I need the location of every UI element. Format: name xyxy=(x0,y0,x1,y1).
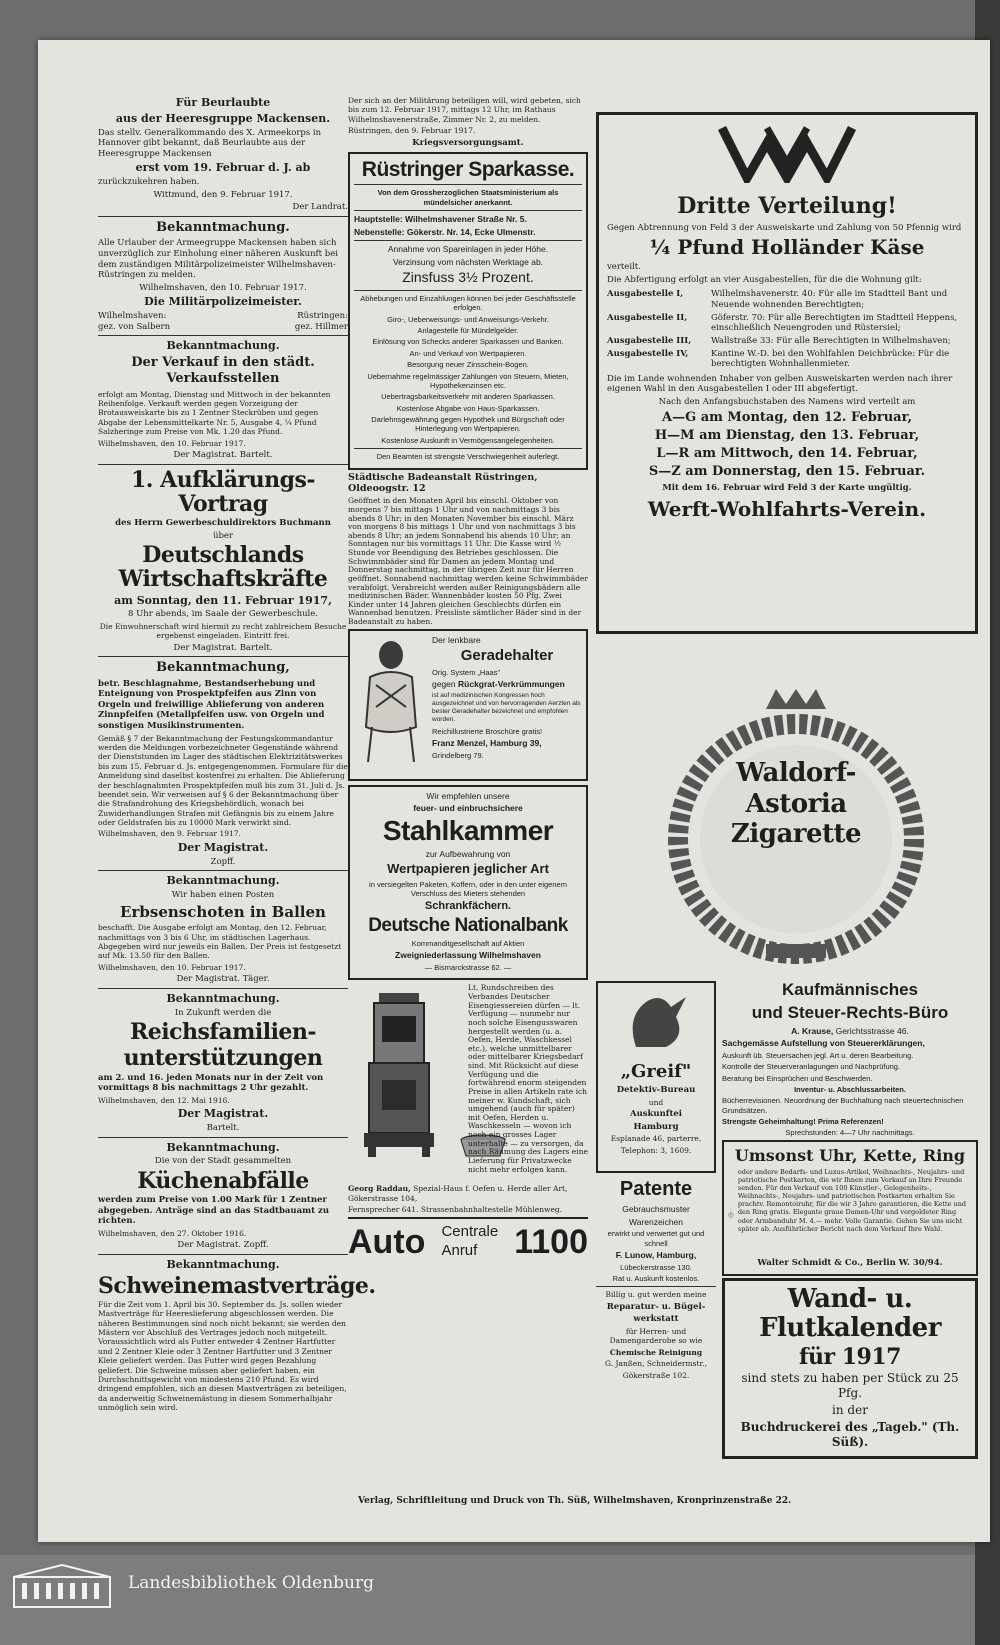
notice-title: aus der Heeresgruppe Mackensen. xyxy=(115,111,331,125)
bank-branch-address: Gökerstr. Nr. 14, Ecke Ulmenstr. xyxy=(406,226,536,237)
watch-text: oder andere Bedarfs- und Luxus-Artikel, Weihnachts-, Neujahrs- und patriotische Postkarten, die wir Ihnen zum Verkauf an Ihre Freunde senden. Für den Verkauf von 100 Künstler-, Gelegenheits-, Weihnachts-, Neujahrs- und patriotischen Postkarten erhalten Sie prachtv. Remontoiruhr, für die wir 3 Jahre garantieren, die Kette und den Ring gratis. Elegante graue Damen-Uhr und vergoldeter Ring oder Armbanduhr M. 4.— mehr. Volle Garantie. Gehen Sie uns nicht später ab. Ausführlicher Bericht nach dem Verkauf Ihre Wahl. xyxy=(737,1167,967,1233)
repair-title: werkstatt xyxy=(633,1314,679,1325)
ad-geradehalter xyxy=(348,629,588,781)
patent-line: Warenzeichen xyxy=(628,1216,684,1227)
notice-text: am 2. und 16. jeden Monats nur in der Zeit von vormittags 8 bis nachmittags 2 Uhr gezahlt. xyxy=(98,1072,324,1094)
patent-title: Patente xyxy=(619,1178,693,1200)
ad-reparatur xyxy=(596,1290,716,1380)
bank-line: An- und Verkauf von Wertpapieren. xyxy=(409,348,527,358)
bath-title: Städtische Badeanstalt Rüstringen, Oldeoogstr. 12 xyxy=(348,471,538,495)
notice-signature: Die Militärpolizeimeister. xyxy=(144,295,302,309)
ad-steuer-buero xyxy=(722,979,978,1138)
posture-figure-illustration xyxy=(356,637,426,765)
buero-line: Inventur- u. Abschlussarbeiten. xyxy=(794,1084,906,1094)
patent-line: Gebrauchsmuster xyxy=(622,1204,690,1214)
posture-orig: Orig. System „Haas" xyxy=(432,668,501,678)
bank-line: Verzinsung vom nächsten Werktage ab. xyxy=(392,256,544,267)
notice-title: Bekanntmachung. xyxy=(166,874,280,888)
buero-headline: Sachgemässe Aufstellung von Steuererklärungen, xyxy=(722,1038,925,1049)
notice-lead: Wir haben einen Posten xyxy=(171,889,275,900)
cal-line: in der xyxy=(832,1402,868,1417)
posture-text: ist auf medizinischen Kongressen hoch ausgezeichnet und von hervorragenden Aerzten als bester Geradehalter bezeichnet und empfohlen worden. xyxy=(432,692,581,724)
notice-title: Bekanntmachung. xyxy=(166,1140,280,1154)
signatory: gez. Hillmer xyxy=(294,321,348,332)
imprint-line: Verlag, Schriftleitung und Druck von Th. Süß, Wilhelmshaven, Kronprinzenstraße 22. xyxy=(358,1496,792,1506)
notice-text: Das stellv. Generalkommando des X. Armeekorps in Hannover gibt bekannt, daß Beurlaubte aus der Heeresgruppe Mackensen xyxy=(98,127,322,159)
buero-owner: A. Krause, xyxy=(791,1025,834,1036)
posture-condition: Rückgrat-Verkrümmungen xyxy=(458,679,565,690)
posture-title: Geradehalter xyxy=(460,647,554,665)
notice-kriegsversorgung xyxy=(348,96,588,148)
ww-org: Werft-Wohlfahrts-Verein. xyxy=(647,497,927,522)
buero-line: Strengste Geheimhaltung! Prima Referenzen! xyxy=(722,1117,884,1126)
repair-line: für Herren- und Damengarderobe so wie xyxy=(609,1327,703,1346)
notice-signature: Der Magistrat. Bartelt. xyxy=(173,449,273,460)
bank-line: Kostenlose Abgabe von Haus-Sparkassen. xyxy=(396,403,540,413)
cal-line: Buchdruckerei des „Tageb." (Th. Süß). xyxy=(740,1419,960,1449)
ad-kalender xyxy=(722,1278,978,1458)
notice-headline: Der Verkauf in den städt. Verkaufsstellen xyxy=(131,355,315,387)
bank-line: Annahme von Spareinlagen in jeder Höhe. xyxy=(387,244,549,255)
notice-vortrag xyxy=(98,468,348,654)
auto-number: 1100 xyxy=(514,1222,588,1261)
ad-raddau xyxy=(348,984,588,1184)
notice-signature: Der Magistrat. Zopff. xyxy=(177,1240,269,1251)
notice-signature: Der Landrat. xyxy=(292,202,348,213)
patent-line: erwirkt und verwertet gut und schnell xyxy=(607,1229,705,1248)
auto-central: Centrale xyxy=(441,1223,499,1241)
stove-illustration xyxy=(354,988,444,1158)
bank-line: Anlagestelle für Mündelgelder. xyxy=(417,326,519,336)
bank-line: Einlösung von Schecks anderer Sparkassen und Banken. xyxy=(372,337,564,347)
buero-line: Kontrolle der Steuerveranlagungen und Nachprüfung. xyxy=(722,1062,901,1072)
notice-signature: Der Magistrat. Täger. xyxy=(176,974,270,985)
notice-headline: Küchenabfälle xyxy=(137,1167,309,1194)
vault-line: Zweigniederlassung Wilhelmshaven xyxy=(395,950,541,961)
notice-signature: Der Magistrat. Bartelt. xyxy=(173,642,273,653)
vault-line: feuer- und einbruchsichere xyxy=(413,803,523,814)
notice-headline: Schweinemastverträge. xyxy=(98,1272,376,1299)
library-name: Landesbibliothek Oldenburg xyxy=(128,1573,375,1593)
patent-firm: F. Lunow, Hamburg, xyxy=(615,1250,697,1260)
bank-line: Uebernahme regelmässiger Zahlungen von Steuern, Mieten, Hypothekenzinsen etc. xyxy=(367,371,569,390)
lecture-uber: über xyxy=(212,530,233,541)
column-1 xyxy=(98,96,376,1414)
ad-greif xyxy=(596,981,716,1173)
bank-main-address: Wilhelmshavener Straße Nr. 5. xyxy=(405,213,527,224)
newspaper-page xyxy=(38,40,990,1542)
greif-line: Detektiv-Bureau xyxy=(616,1085,696,1096)
column-2 xyxy=(348,96,588,1263)
vault-bank: Deutsche Nationalbank xyxy=(368,915,568,937)
watch-title: Uhr, Kette, Ring xyxy=(819,1145,966,1165)
bank-title: Rüstringer Sparkasse. xyxy=(361,158,575,182)
notice-date: Wittmund, den 9. Februar 1917. xyxy=(153,189,293,200)
buero-street: Gerichtsstrasse 46. xyxy=(835,1025,909,1036)
cal-line: sind stets zu haben per Stück zu 25 Pfg. xyxy=(741,1370,959,1400)
notice-signature-name: Zopff. xyxy=(210,856,236,867)
ad-auto-taxi xyxy=(348,1217,588,1264)
ww-station: Kantine W.-D. bei den Wohlfahlen Deichbrücke: Für die berechtigten Wohnhallenmieter. xyxy=(711,348,950,370)
notice-date: Wilhelmshaven, den 10. Februar 1917. xyxy=(98,962,246,972)
ww-line: Die Abfertigung erfolgt an vier Ausgabestellen, für die die Wohnung gilt: xyxy=(607,274,922,285)
notice-headline: Erbsenschoten in Ballen xyxy=(120,902,326,921)
ww-date: H—M am Dienstag, den 13. Februar, xyxy=(654,427,920,443)
notice-headline: betr. Beschlagnahme, Bestandserhebung und Enteignung von Prospektpfeifen aus Zinn von Orgeln und freiwillige Ablieferung von anderen Zinnpfeifen (Metallpfeifen usw. von Orgeln und sonstigen Musikinstrumenten. xyxy=(98,678,325,731)
bank-main-label: Hauptstelle: xyxy=(354,213,403,224)
stove-tel: Fernsprecher 641. Strassenbahnhaltestelle Mühlenweg. xyxy=(348,1205,563,1215)
notice-badeanstalt xyxy=(348,472,588,627)
notice-title: Bekanntmachung. xyxy=(166,1257,280,1271)
notice-title: Bekanntmachung. xyxy=(166,339,280,353)
vault-line: Wir empfehlen unsere xyxy=(426,790,510,801)
cig-line: Astoria xyxy=(745,788,847,819)
ww-line: Gegen Abtrennung von Feld 3 der Ausweiskarte und Zahlung von 50 Pfennig wird xyxy=(607,222,962,233)
notice-text: erfolgt am Montag, Dienstag und Mittwoch in der bekannten Reihenfolge. Verkauft werden gegen Vorzeigung der Brotausweiskarte bis zu 1 Zentner Steckrüben und gegen Abgabe der Lebensmittelkarte Nr. 5, Ausgabe 4, ¼ Pfund Salzheringe zum Preise von Mk. 1.20 das Pfund. xyxy=(98,389,331,437)
ww-line: Mit dem 16. Februar wird Feld 3 der Karte ungültig. xyxy=(662,482,912,493)
repair-name: G. Janßen, Schneidermstr., xyxy=(604,1359,707,1369)
library-footer xyxy=(0,1555,975,1645)
notice-text: Der sich an der Militärung beteiligen will, wird gebeten, sich bis zum 12. Februar 1917, mittags 12 Uhr, im Rathaus Wilhelmshavenerstraße, Zimmer Nr. 2, zu melden. xyxy=(348,96,581,124)
bank-line: Giro-, Ueberweisungs- und Anweisungs-Verkehr. xyxy=(387,314,549,324)
notice-date: Wilhelmshaven, den 27. Oktober 1916. xyxy=(98,1228,247,1238)
notice-title: Bekanntmachung. xyxy=(166,991,280,1005)
bank-interest-rate: Zinsfuss 3½ Prozent. xyxy=(402,269,534,286)
bank-line: Abhebungen und Einzahlungen können bei jeder Geschäftsstelle erfolgen. xyxy=(360,293,576,313)
ad-waldorf-astoria xyxy=(596,689,978,979)
greif-title: „Greif" xyxy=(620,1060,692,1082)
bank-line: Besorgung neuer Zinsschein-Bogen. xyxy=(407,360,529,370)
pocket-watch-icon xyxy=(728,1168,734,1258)
ww-station: Wilhelmshavenerstr. 40: Für alle im Stadtteil Bant und Neuende wohnenden Berechtigten; xyxy=(711,289,948,310)
greif-addr: Esplanade 46, parterre, xyxy=(610,1134,702,1144)
notice-lead: In Zukunft werden die xyxy=(174,1007,272,1018)
cig-line: Zigarette xyxy=(730,819,862,850)
ww-station-label: Ausgabestelle II, xyxy=(607,312,688,323)
notice-erbsenschoten xyxy=(98,874,348,985)
patent-addr: Lübeckerstrasse 130. xyxy=(620,1262,692,1272)
lecture-speaker: des Herrn Gewerbeschuldirektors Buchmann xyxy=(115,517,331,528)
ww-station-label: Ausgabestelle I, xyxy=(607,289,684,300)
vault-line: Kommanditgesellschaft auf Aktien xyxy=(411,939,525,949)
notice-signature: Kriegsversorgungsamt. xyxy=(412,137,524,148)
watch-firm: Walter Schmidt & Co., Berlin W. 30/94. xyxy=(757,1257,943,1268)
bank-branch-label: Nebenstelle: xyxy=(354,226,405,237)
notice-lead: Die von der Stadt gesammelten xyxy=(154,1156,292,1167)
ww-station-label: Ausgabestelle IV, xyxy=(607,348,689,359)
ww-line: Die im Lande wohnenden Inhaber von gelben Ausweiskarten werden nach ihrer eigenen Wahl in den Ausgabestellen I oder III abgefertigt. xyxy=(607,373,953,395)
posture-against: gegen xyxy=(432,679,456,690)
notice-reichsfamilien xyxy=(98,992,348,1134)
ww-date: L—R am Mittwoch, den 14. Februar, xyxy=(656,446,918,462)
notice-signature-name: Bartelt. xyxy=(206,1122,240,1133)
ad-werft-wohlfahrt xyxy=(596,112,978,634)
notice-text: Alle Urlauber der Armeegruppe Mackensen haben sich unverzüglich zur Einholung einer näheren Auskunft bei dem zuständigen Militärpolizeimeister Wilhelmshaven-Rüstringen zu melden. xyxy=(98,238,338,281)
cal-title: Wand- u. Flutkalender xyxy=(759,1284,941,1343)
vault-line: in versiegelten Paketen, Koffern, oder in den unter eigenem Verschluss des Mieters stehenden xyxy=(369,879,567,899)
lecture-time: 8 Uhr abends, im Saale der Gewerbeschule. xyxy=(127,609,319,620)
vault-title: Stahlkammer xyxy=(382,814,554,846)
place-label: Rüstringen: xyxy=(297,311,348,322)
lecture-topic: Deutschlands Wirtschaftskräfte xyxy=(118,542,328,593)
notice-signature: Der Magistrat. xyxy=(177,840,269,854)
patent-line: Rat u. Auskunft kostenlos. xyxy=(612,1274,700,1283)
ad-patente xyxy=(596,1177,716,1283)
ad-umsonst-uhr xyxy=(722,1140,978,1277)
auto-call: Anruf xyxy=(441,1241,478,1259)
ww-station: Göferstr. 70: Für alle Berechtigten im Stadtteil Heppens, einschließlich Neuengroden und Rüstersiel; xyxy=(711,312,958,334)
notice-emphasis: erst vom 19. Februar d. J. ab xyxy=(135,161,311,175)
ww-logo-icon xyxy=(712,123,862,183)
library-building-icon xyxy=(12,1563,112,1609)
repair-lead: Billig u. gut werden meine xyxy=(605,1290,707,1300)
lecture-text: Die Einwohnerschaft wird hiermit zu recht zahlreichem Besuche ergebenst eingeladen. Eintritt frei. xyxy=(99,621,347,641)
greif-line: und xyxy=(648,1097,664,1107)
stove-text: Lt. Rundschreiben des Verbandes Deutscher Eisengiessereien dürfen — lt. Verfügung — nunmehr nur noch solche Eisengusswaren hergestellt werden (u. a. Oefen, Herde, Waschkessel etc.), welche unmittelbarer oder mittelbarer Kriegsbedarf sind. Mit Rücksicht auf diese Verfügung und die fortwährend enorm steigenden Preise in allen Artikeln rate ich meiner w. Kundschaft, sich umgehend (auch für später) mit Oefen, Herden u. Waschkesseln — wovon ich noch ein grosses Lager unterhalte — zu versorgen, da nach Räumung des Lagers eine Lieferung für Privatzwecke nicht mehr erfolgen kann. xyxy=(468,983,588,1174)
column-3 xyxy=(596,110,978,1461)
notice-date: Rüstringen, den 9. Februar 1917. xyxy=(348,126,476,136)
notice-orgelpfeifen xyxy=(98,660,348,867)
notice-date: Wilhelmshaven, den 10. Februar 1917. xyxy=(98,438,246,448)
ad-stahlkammer xyxy=(348,785,588,981)
bank-line: Den Beamten ist strengste Verschwiegenheit auferlegt. xyxy=(376,452,560,462)
lecture-date: am Sonntag, den 11. Februar 1917, xyxy=(114,593,332,607)
ww-station-label: Ausgabestelle III, xyxy=(607,335,692,346)
greif-tel: Telephon: 3, 1609. xyxy=(620,1145,692,1155)
vault-line: Wertpapieren jeglicher Art xyxy=(387,861,549,877)
buero-line: Bücherrevisionen. Neuordnung der Buchhaltung nach steuertechnischen Grundsätzen. xyxy=(722,1096,964,1115)
greif-line: Auskunftei xyxy=(629,1109,683,1120)
posture-street: Grindelberg 79. xyxy=(432,750,484,760)
ww-cheese: ¼ Pfund Holländer Käse xyxy=(649,235,925,260)
notice-headline: unterstützungen xyxy=(123,1045,323,1072)
notice-beurlaubte xyxy=(98,96,348,213)
buero-title: und Steuer-Rechts-Büro xyxy=(751,1003,949,1023)
auto-word: Auto xyxy=(348,1222,426,1261)
notice-title: Bekanntmachung. xyxy=(156,220,290,235)
buero-title: Kaufmännisches xyxy=(781,980,919,999)
posture-seller: Franz Menzel, Hamburg 39, xyxy=(432,737,542,748)
ww-title: Dritte Verteilung! xyxy=(677,193,897,219)
notice-text: zurückzukehren haben. xyxy=(98,177,200,188)
stove-desc: Spezial-Haus f. Oefen u. Herde aller Art, Gökerstrasse 104, xyxy=(348,1184,568,1203)
vault-line: — Bismarckstrasse 62. — xyxy=(424,963,512,973)
stove-name: Georg Raddau, xyxy=(348,1184,411,1194)
cig-line: Waldorf- xyxy=(736,758,856,788)
notice-headline: Reichsfamilien- xyxy=(129,1019,317,1046)
bath-text: Geöffnet in den Monaten April bis einschl. Oktober von morgens 7 bis mittags 1 Uhr und von nachmittags 3 bis abends 8 Uhr; in den Monaten November bis einschl. März von morgens 8 bis mittags 1 Uhr und von nachmittags 3 bis abends 8 Uhr; an jedem Sonnabend bis abends 10 Uhr; an Sonntagen nur bis vormittags 11 Uhr. Die Kasse wird ½ Stunde vor Beendigung des Betriebes geschlossen. Die Schwimmbäder sind für Damen an jedem Montag und Donnerstag nachmittag, in der übrigen Zeit nur für Herren geöffnet. Sonnabend nachmittag werden keine Schwimmbäder verabfolgt. Verabreicht werden außer Reinigungsbädern alle medizinischen Bäder. Wannenbäder kosten 50 Pfg. Zwei Kinder unter 14 Jahren gleichen Geschlechts dürfen ein Wannenbad benutzen. Preisliste sämtlicher Bäder sind in der Badeanstalt zu haben. xyxy=(348,496,588,627)
watch-free: Umsonst xyxy=(734,1145,814,1165)
notice-text: Für die Zeit vom 1. April bis 30. September ds. Js. sollen wieder Mastverträge für Heereslieferung abgeschlossen werden. Die näheren Bestimmungen sind noch nicht bekannt; sie werden den Mästern vor Abschluß des Vertrages jedoch noch mitgeteilt. Voraussichtlich wird als Futter entweder 4 Zentner Hartfutter und 2 Zentner Kleie oder 3 Zentner Hartfutter und 3 Zentner Kleie geliefert werden. Das Futter wird gegen Bezahlung geliefert. Die Schweine müssen aber geliefert haben, ein Durchschnittsgewicht von mindestens 210 Pfund. Es wird dringend empfohlen, sich an diesen Mastverträgen zu beteiligen, da anderweitig Schweinemästung in diesem Sommerhalbjahr unmöglich sein wird. xyxy=(98,1299,347,1412)
lecture-title: 1. Aufklärungs-Vortrag xyxy=(131,466,315,517)
repair-line: Chemische Reinigung xyxy=(609,1347,703,1357)
bank-line: Darlehnsgewährung gegen Hypothek und Bürgschaft oder Hinterlegung von Wertpapieren. xyxy=(371,415,565,434)
notice-date: Wilhelmshaven, den 12. Mai 1916. xyxy=(98,1095,230,1105)
place-label: Wilhelmshaven: xyxy=(98,311,167,322)
cal-year: für 1917 xyxy=(799,1343,901,1370)
ww-line: Nach den Anfangsbuchstaben des Namens wird verteilt am xyxy=(658,397,916,407)
bank-subtitle: Von dem Grossherzoglichen Staatsministerium als mündelsicher anerkannt. xyxy=(377,188,559,207)
notice-date: Wilhelmshaven, den 10. Februar 1917. xyxy=(139,282,307,293)
notice-urlauber xyxy=(98,220,348,332)
notice-text: Gemäß § 7 der Bekanntmachung der Festungskommandantur werden die Meldungen vorbezeichneter Gegenstände während der Dienststunden im Lager des städtischen Elektrizitätswerkes bis zum 15. Februar d. Js. entgegengenommen. Formulare für die Anmeldung sind daselbst kostenfrei zu erhalten. Die Ablieferung der beschlagnahmten Prospektpfeifen muß bis zum 31. Juli d. Js. beendet sein. Wir verweisen auf § 6 der Bekanntmachung über die Strafandrohung des Kriegsbehördlich, wonach bei Zuwiderhandlungen Strafen mit Gefängnis bis zu einem Jahre oder Geldstrafen bis zu 10000 Mark verwirkt sind. xyxy=(98,733,348,827)
buero-line: Beratung bei Einsprüchen und Beschwerden. xyxy=(722,1073,873,1083)
notice-title: Bekanntmachung, xyxy=(156,660,290,676)
repair-title: Reparatur- u. Bügel- xyxy=(606,1301,706,1312)
notice-text: beschafft. Die Ausgabe erfolgt am Montag, den 12. Februar, nachmittags von 3 bis 6 Uhr, im städtischen Lagerhaus. Abgegeben wird nur jeweils ein Ballen. Der Preis ist festgesetzt auf Mk. 13.50 für den Ballen. xyxy=(98,923,342,961)
buero-line: Auskunft üb. Steuersachen jegl. Art u. deren Bearbeitung. xyxy=(722,1050,914,1060)
notice-kuechenabfaelle xyxy=(98,1141,348,1251)
notice-schweinemast xyxy=(98,1257,376,1412)
greif-city: Hamburg xyxy=(633,1121,679,1132)
notice-text: werden zum Preise von 1.00 Mark für 1 Zentner abgegeben. Anträge sind an das Stadtbauamt zu richten. xyxy=(98,1195,330,1227)
notice-date: Wilhelmshaven, den 9. Februar 1917. xyxy=(98,829,241,839)
griffin-icon xyxy=(616,987,696,1057)
vault-line: Schrankfächern. xyxy=(424,900,512,913)
ww-date: S—Z am Donnerstag, den 15. Februar. xyxy=(648,464,926,480)
signatory: gez. von Salbern xyxy=(98,321,171,332)
bank-line: Kostenlose Auskunft in Vermögensangelegenheiten. xyxy=(381,435,555,445)
buero-line: Sprechstunden: 4—7 Uhr nachmittags. xyxy=(785,1128,915,1138)
ww-date: A—G am Montag, den 12. Februar, xyxy=(661,409,912,425)
ww-line: verteilt. xyxy=(607,262,641,273)
notice-verkauf xyxy=(98,339,348,460)
ww-station: Wallstraße 33: Für alle Berechtigten in Wilhelmshaven; xyxy=(711,335,951,346)
ad-sparkasse xyxy=(348,152,588,469)
repair-addr: Gökerstraße 102. xyxy=(622,1370,690,1380)
notice-title: Für Beurlaubte xyxy=(175,96,271,109)
posture-pre: Der lenkbare xyxy=(432,634,481,645)
bank-line: Uebertragsbarkeitsverkehr mit anderen Sparkassen. xyxy=(381,392,555,402)
posture-brochure: Reichillustrierte Broschüre gratis! xyxy=(432,726,543,736)
vault-line: zur Aufbewahrung von xyxy=(425,848,511,859)
notice-signature: Der Magistrat. xyxy=(177,1107,269,1121)
